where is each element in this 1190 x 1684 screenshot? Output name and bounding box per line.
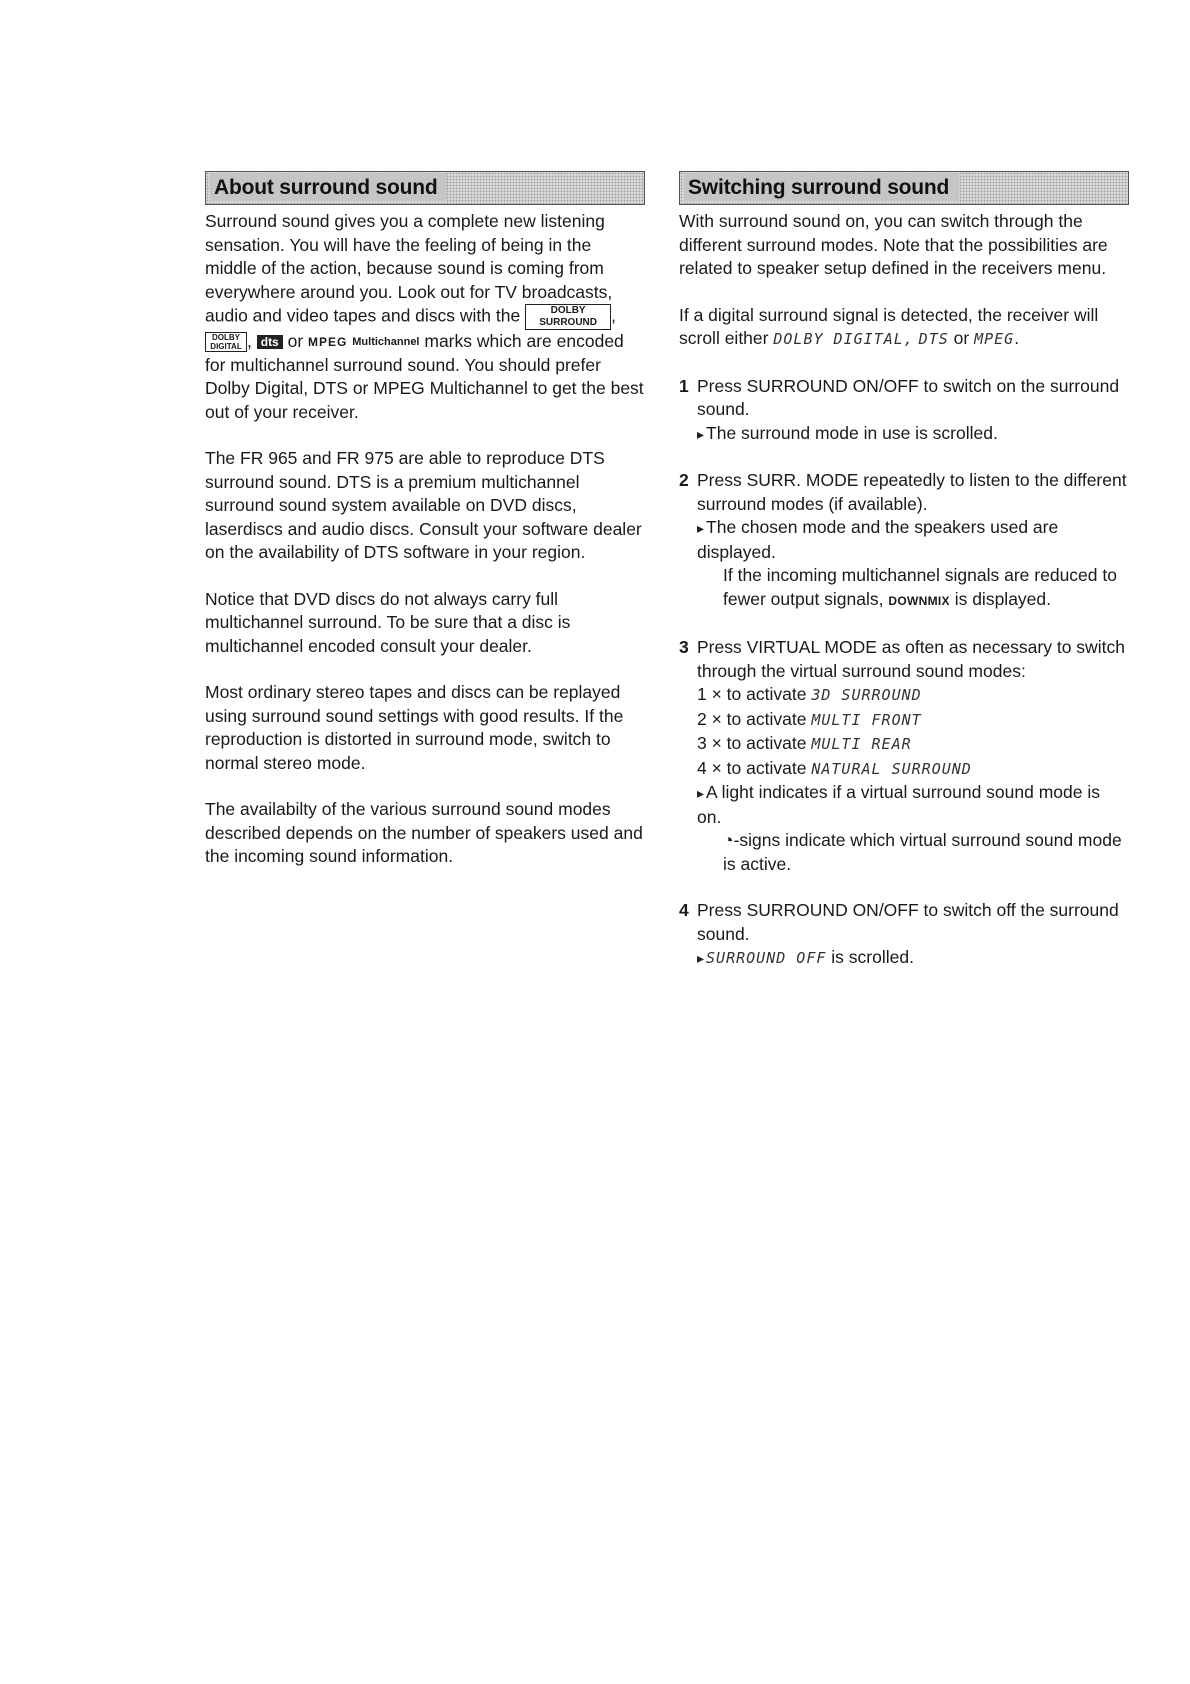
lcd-text: DOLBY DIGITAL bbox=[773, 330, 904, 348]
step-4: 4 Press SURROUND ON/OFF to switch off the surround sound. ▸ SURROUND OFF is scrolled. bbox=[679, 899, 1129, 971]
lcd-text: NATURAL SURROUND bbox=[811, 759, 972, 778]
virtual-surround-icon: ◔ bbox=[723, 830, 734, 850]
mpeg-logo-icon: MPEG bbox=[308, 335, 348, 350]
paragraph-intro: Surround sound gives you a complete new listening sensation. You will have the feeling of being in the middle of the action, because sound is coming from everywhere around you. Look out for TV broadcasts, audio and video tapes and discs with the DOLBY SURROUND , DOLBY DIGITAL , dts or MPEG Multichannel marks which are encoded for multichannel surround sound. You should prefer Dolby Digital, DTS or MPEG Multichannel to get the best out of your receiver. bbox=[205, 211, 644, 422]
mode-line: 1 × to activate 3D SURROUND bbox=[697, 684, 922, 704]
step-3: 3 Press VIRTUAL MODE as often as necessary to switch through the virtual surround sound modes: 1 × to activate 3D SURROUND 2 × to activate MULTI FRONT 3 × to activate MULTI REAR 4 × to activate NATURAL SURROUND ▸ A light indicates if a virtual surround sound mode is on. ◔-signs indicate which virtual surround sound mode is active. bbox=[679, 636, 1129, 876]
paragraph-stereo: Most ordinary stereo tapes and discs can be replayed using surround sound settings with good results. If the reproduction is distorted in surround mode, switch to normal stereo mode. bbox=[205, 682, 624, 773]
paragraph-digital-signal: If a digital surround signal is detected, the receiver will scroll either DOLBY DIGITAL, DTS or MPEG. bbox=[679, 304, 1099, 348]
paragraph-dts: The FR 965 and FR 975 are able to reproduce DTS surround sound. DTS is a premium multichannel surround sound system available on DVD discs, laserdiscs and audio discs. Consult your software dealer on the availability of DTS software in your region. bbox=[205, 448, 642, 562]
dolby-surround-logo-icon: DOLBY SURROUND bbox=[525, 304, 611, 330]
left-column bbox=[205, 171, 645, 892]
mode-line: 4 × to activate NATURAL SURROUND bbox=[697, 757, 972, 778]
arrow-icon: ▸ bbox=[697, 520, 705, 536]
lcd-text: DTS bbox=[918, 330, 949, 348]
right-column bbox=[679, 171, 1129, 994]
step-result: ▸ SURROUND OFF is scrolled. bbox=[697, 947, 914, 967]
step-result-detail: ◔-signs indicate which virtual surround sound mode is active. bbox=[723, 830, 1122, 874]
paragraph-dvd: Notice that DVD discs do not always carry full multichannel surround. To be sure that a disc is multichannel encoded consult your dealer. bbox=[205, 588, 571, 656]
arrow-icon: ▸ bbox=[697, 425, 705, 442]
step-2: 2 Press SURR. MODE repeatedly to listen to the different surround modes (if available). ▸ The chosen mode and the speakers used are displayed. If the incoming multichannel signals are reduced to fewer output signals, DOWNMIX is displayed. bbox=[679, 469, 1129, 613]
paragraph-switching-intro: With surround sound on, you can switch through the different surround modes. Note that the possibilities are related to speaker setup defined in the receivers menu. bbox=[679, 211, 1108, 278]
heading-title: Switching surround sound bbox=[684, 173, 959, 201]
paragraph-availability: The availabilty of the various surround sound modes described depends on the number of speakers used and the incoming sound information. bbox=[205, 799, 643, 866]
multichannel-logo-icon: Multichannel bbox=[352, 336, 420, 349]
lcd-text: MULTI FRONT bbox=[811, 710, 922, 729]
section-heading-about bbox=[205, 171, 645, 205]
mode-line: 3 × to activate MULTI REAR bbox=[697, 733, 912, 753]
lcd-text: SURROUND OFF bbox=[706, 949, 827, 967]
step-result: ▸ The chosen mode and the speakers used are displayed. bbox=[697, 517, 1059, 562]
lcd-text: MPEG bbox=[974, 330, 1015, 348]
lcd-text: 3D SURROUND bbox=[811, 686, 922, 704]
step-result: ▸ The surround mode in use is scrolled. bbox=[697, 422, 998, 443]
mode-line: 2 × to activate MULTI FRONT bbox=[697, 708, 922, 729]
steps-list bbox=[679, 375, 1129, 971]
section-heading-switching bbox=[679, 171, 1129, 205]
step-result: ▸ A light indicates if a virtual surround sound mode is on. bbox=[697, 782, 1100, 827]
lcd-text: MULTI REAR bbox=[811, 735, 912, 753]
arrow-icon: ▸ bbox=[697, 950, 705, 966]
dolby-digital-logo-icon: DOLBY DIGITAL bbox=[205, 332, 247, 352]
heading-title: About surround sound bbox=[210, 173, 447, 201]
dts-logo-icon: dts bbox=[257, 335, 283, 349]
downmix-label: DOWNMIX bbox=[888, 593, 950, 608]
step-1: 1 Press SURROUND ON/OFF to switch on the surround sound. ▸ The surround mode in use is scrolled. bbox=[679, 375, 1129, 447]
step-result-detail: If the incoming multichannel signals are reduced to fewer output signals, DOWNMIX is displayed. bbox=[723, 565, 1117, 609]
arrow-icon: ▸ bbox=[697, 785, 705, 801]
